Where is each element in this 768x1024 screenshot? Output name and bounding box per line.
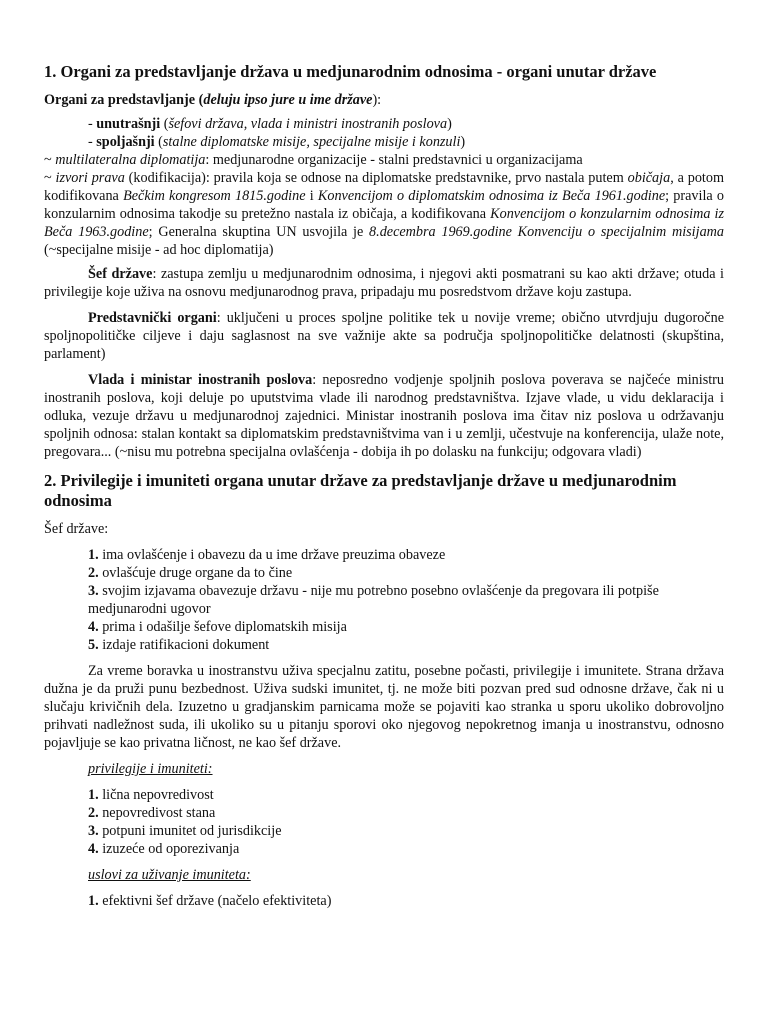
list-item: 2. nepovredivost stana [88, 805, 216, 821]
privileges-list [44, 786, 724, 858]
conditions-list [44, 892, 724, 910]
duties-list [44, 546, 724, 654]
list-item: 2. ovlašćuje druge organe da to čine [88, 565, 293, 581]
list-item: 3. svojim izjavama obavezuje državu - nije mu potrebno posebno ovlašćenje da pregovara ili potpiše medjunarodni ugovor [88, 583, 659, 617]
head-of-state-paragraph: Šef države: zastupa zemlju u medjunarodnim odnosima, i njegovi akti posmatrani su kao akti države; otuda i privilegije koje uživa na osnovu medjunarodnog prava, pripadaju mu posredstvom države koju zastupa. [44, 266, 724, 300]
representative-organs-paragraph: Predstavnički organi: uključeni u proces spoljne politike tek u novije vreme; obično utvrdjuju dugoročne spoljnopolitičke ciljeve i daju saglasnost na sve važnije akte sa područja spoljnopolitičke delatnosti (skupština, parlament) [44, 310, 724, 362]
section-2-heading: 2. Privilegije i imuniteti organa unutar države za predstavljanje države u medjunarodnim odnosima [44, 471, 677, 510]
multilateral-diplomacy-note: ~ multilateralna diplomatija: medjunarodne organizacije - stalni predstavnici u organizacijama [44, 152, 583, 168]
immunity-conditions-label: uslovi za uživanje imuniteta: [88, 867, 251, 883]
list-item: 3. potpuni imunitet od jurisdikcije [88, 823, 282, 839]
government-minister-paragraph: Vlada i ministar inostranih poslova: neposredno vodjenje spoljnih poslova poverava se najčeće ministru inostranih poslova, koji deluje po uputstvima vlade ili narodnog predstavništva. Izjave vlade, u vidu deklaracija i odluka, vezuje državu u medjunarodnoj zajednici. Ministar inostranih poslova ima čitav niz poslova u održavanju spoljnih odnosa: stalan kontakt sa diplomatskim predstavništvima van i u zemlji, učestvuje na konferencija, ulaže note, pregovara... (~nisu mu potrebna specijalna ovlašćenja - dobija ih po dolasku na funkciju; odgovara vladi) [44, 372, 724, 460]
privileges-label: privilegije i imuniteti: [88, 761, 213, 777]
stay-abroad-paragraph: Za vreme boravka u inostranstvu uživa specjalnu zatitu, posebne počasti, privilegije i imunitete. Strana država dužna je da pruži punu bezbednost. Uživa sudski imunitet, tj. ne može biti pozvan pred sud odnosne države, čak ni u slučaju krivičnih dela. Izuzetno u gradjanskim parnicama može se pojaviti kao stranka u sporu ukoliko dobrovoljno prihvati nadležnost suda, ili ukoliko su u pitanju sporovi oko njegovog nepokretnog imanja u inostranstvu, odnosno pojavljuje se kao privatna ličnost, ne kao šef države. [44, 663, 724, 751]
sources-of-law-note: ~ izvori prava (kodifikacija): pravila koja se odnose na diplomatske predstavnike, prvo nastala putem običaja, a potom kodifikovana Bečkim kongresom 1815.godine i Konvencijom o diplomatskim odnosima iz Beča 1961.godine; pravila o konzularnim odnosima takodje su pretežno nastala iz običaja, a kodifikovana Konvencijom o konzularnim odnosima iz Beča 1963.godine; Generalna skuptina UN usvojila je 8.decembra 1969.godine Konvenciju o specijalnim misijama (~specijalne misije - ad hoc diplomatija) [44, 170, 725, 258]
external-organs-item: - spoljašnji (stalne diplomatske misije, specijalne misije i konzuli) [88, 134, 466, 150]
list-item: 4. prima i odašilje šefove diplomatskih misija [88, 619, 347, 635]
list-item: 1. ima ovlašćenje i obavezu da u ime države preuzima obaveze [88, 547, 446, 563]
head-of-state-label: Šef države: [44, 521, 109, 537]
organs-intro: Organi za predstavljanje (deluju ipso jure u ime države): [44, 92, 382, 108]
section-1-heading: 1. Organi za predstavljanje država u medjunarodnim odnosima - organi unutar države [44, 62, 657, 81]
internal-organs-item: - unutrašnji (šefovi država, vlada i ministri inostranih poslova) [88, 116, 452, 132]
list-item: 4. izuzeće od oporezivanja [88, 841, 240, 857]
list-item: 5. izdaje ratifikacioni dokument [88, 637, 270, 653]
list-item: 1. lična nepovredivost [88, 787, 214, 803]
list-item: 1. efektivni šef države (načelo efektiviteta) [88, 893, 332, 909]
